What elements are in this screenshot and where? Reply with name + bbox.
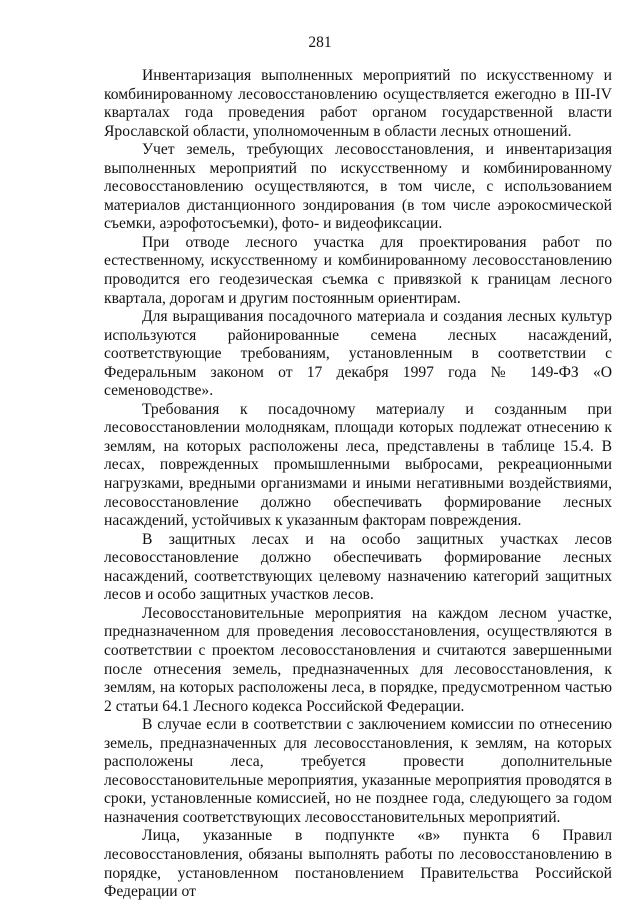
paragraph-completion: Лесовосстановительные мероприятия на каждом лесном участке, предназначенном для проведения лесовосстановления, осуществляются в соответствии с проектом лесовосстановления и считаются завершенными после отнесения земель, предназначенных для лесовосстановления, к землям, на которых расположены леса, в порядке, предусмотренном частью 2 статьи 64.1 Лесного кодекса Российской Федерации.: [104, 604, 612, 715]
document-body: [104, 67, 612, 902]
paragraph-requirements: Требования к посадочному материалу и созданным при лесовосстановлении молоднякам, площади которых подлежат отнесению к землям, на которых расположены леса, представлены в таблице 15.4. В лесах, поврежденных промышленными выбросами, рекреационными нагрузками, вредными организмами и иными негативными воздействиями, лесовосстановление должно обеспечивать формирование лесных насаждений, устойчивых к указанным факторам повреждения.: [104, 400, 612, 530]
paragraph-additional-measures: В случае если в соответствии с заключением комиссии по отнесению земель, предназначенных для лесовосстановления, к землям, на которых расположены леса, требуется провести дополнительные лесовосстановительные мероприятия, указанные мероприятия проводятся в сроки, установленные комиссией, но не позднее года, следующего за годом назначения соответствующих лесовосстановительных мероприятий.: [104, 716, 612, 826]
paragraph-obligations: Лица, указанные в подпункте «в» пункта 6 Правил лесовосстановления, обязаны выполнять работы по лесовосстановлению в порядке, установленном постановлением Правительства Российской Федерации от: [104, 827, 612, 901]
paragraph-site-allocation: При отводе лесного участка для проектирования работ по естественному, искусственному и комбинированному лесовосстановлению проводится его геодезическая съемка с привязкой к границам лесного квартала, дорогам и другим постоянным ориентирам.: [104, 233, 612, 307]
paragraph-land-accounting: Учет земель, требующих лесовосстановления, и инвентаризация выполненных мероприятий по искусственному и комбинированному лесовосстановлению осуществляются, в том числе, с использованием материалов дистанционного зондирования (в том числе аэрокосмической съемки, аэрофотосъемки), фото- и видеофиксации.: [104, 141, 612, 233]
paragraph-protective-forests: В защитных лесах и на особо защитных участках лесов лесовосстановление должно обеспечивать формирование лесных насаждений, соответствующих целевому назначению категорий защитных лесов и особо защитных участков лесов.: [104, 530, 612, 604]
paragraph-planting-material: Для выращивания посадочного материала и создания лесных культур используются районированные семена лесных насаждений, соответствующие требованиям, установленным в соответствии с Федеральным законом от 17 декабря 1997 года № 149-ФЗ «О семеноводстве».: [104, 308, 612, 400]
page-number: 281: [308, 34, 332, 51]
paragraph-inventory: Инвентаризация выполненных мероприятий по искусственному и комбинированному лесовосстановлению осуществляется ежегодно в III-IV кварталах года проведения работ органом государственной власти Ярославской области, уполномоченным в области лесных отношений.: [104, 67, 612, 140]
